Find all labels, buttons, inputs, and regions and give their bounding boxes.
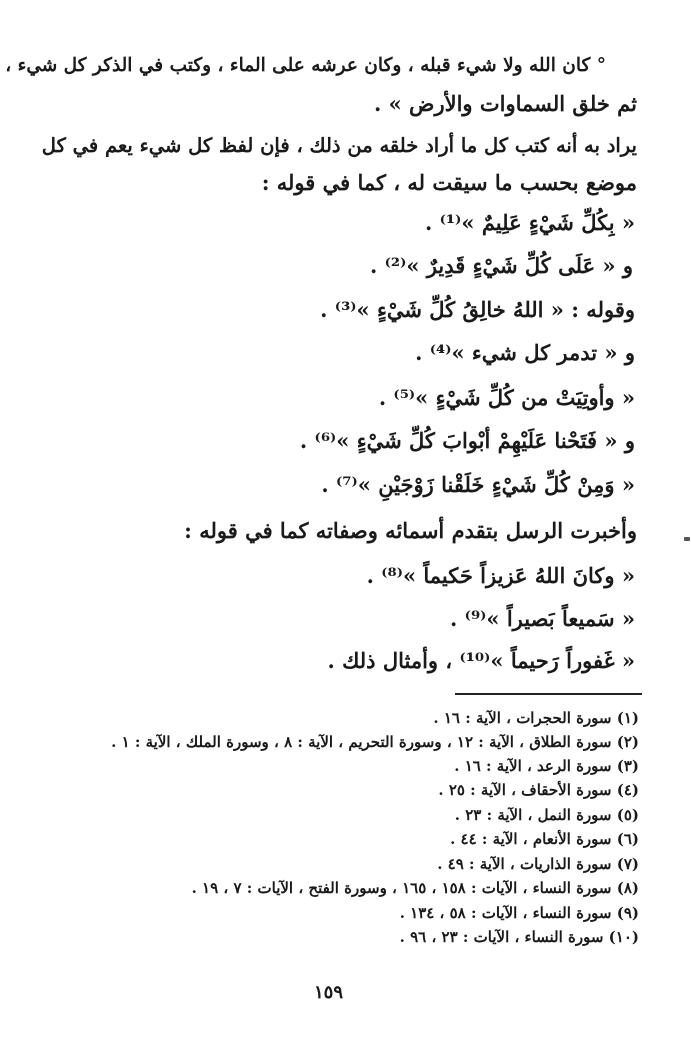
footnote: (٢) سورة الطلاق ، الآية : ١٢ ، وسورة التحريم ، الآية : ٨ ، وسورة الملك ، الآية : ١ . bbox=[111, 733, 639, 751]
quote-line: وقوله : « اللهُ خالِقُ كُلِّ شَيْءٍ »⁽³⁾ . bbox=[320, 297, 635, 322]
quote-line: « وكانَ اللهُ عَزيزاً حَكيماً »⁽⁸⁾ . bbox=[366, 563, 635, 588]
footnote: (٣) سورة الرعد ، الآية : ١٦ . bbox=[454, 757, 639, 775]
quote-line: و « فَتَحْنا عَلَيْهِمْ أبْوابَ كُلِّ شَيْءٍ »⁽⁶⁾ . bbox=[299, 428, 635, 453]
page-number bbox=[314, 982, 343, 1003]
footnote: (٦) سورة الأنعام ، الآية : ٤٤ . bbox=[450, 830, 639, 848]
footnote: (٥) سورة النمل ، الآية : ٢٣ . bbox=[454, 806, 639, 824]
body-line: موضع بحسب ما سيقت له ، كما في قوله : bbox=[261, 170, 637, 195]
footnote-separator bbox=[455, 693, 642, 695]
footnote: (٤) سورة الأحقاف ، الآية : ٢٥ . bbox=[438, 781, 639, 799]
page-number-text: ١٥٩ bbox=[314, 982, 344, 1003]
quote-line: « بِكُلِّ شَيْءٍ عَلِيمٌ »⁽¹⁾ . bbox=[425, 210, 635, 235]
body-line: ° كان الله ولا شيء قبله ، وكان عرشه على الماء ، وكتب في الذكر كل شيء ، bbox=[5, 55, 606, 76]
margin-mark bbox=[684, 537, 690, 541]
quote-line: « وأوتِيَتْ من كُلِّ شَيْءٍ »⁽⁵⁾ . bbox=[378, 385, 635, 410]
quote-line: و « تدمر كل شيء »⁽⁴⁾ . bbox=[415, 340, 635, 365]
body-line: وأخبرت الرسل بتقدم أسمائه وصفاته كما في قوله : bbox=[184, 518, 637, 543]
footnote: (٧) سورة الذاريات ، الآية : ٤٩ . bbox=[437, 855, 639, 873]
quote-line: « وَمِنْ كُلِّ شَيْءٍ خَلَقْنا زَوْجَيْنِ »⁽⁷⁾ . bbox=[321, 472, 635, 497]
quote-line: و « عَلَى كُلِّ شَيْءٍ قَدِيرٌ »⁽²⁾ . bbox=[370, 253, 633, 278]
quote-line: « سَميعاً بَصيراً »⁽⁹⁾ . bbox=[450, 606, 635, 631]
body-line: ثم خلق السماوات والأرض » . bbox=[374, 91, 637, 116]
footnote: (٨) سورة النساء ، الآيات : ١٥٨ ، ١٦٥ ، وسورة الفتح ، الآيات : ٧ ، ١٩ . bbox=[191, 879, 639, 897]
footnote: (٩) سورة النساء ، الآيات : ٥٨ ، ١٣٤ . bbox=[399, 904, 639, 922]
quote-line: « غَفوراً رَحيماً »⁽¹⁰⁾ ، وأمثال ذلك . bbox=[327, 648, 635, 673]
body-line: يراد به أنه كتب كل ما أراد خلقه من ذلك ، فإن لفظ كل شيء يعم في كل bbox=[41, 134, 637, 157]
footnote: (١٠) سورة النساء ، الآيات : ٢٣ ، ٩٦ . bbox=[399, 928, 639, 946]
footnote: (١) سورة الحجرات ، الآية : ١٦ . bbox=[433, 709, 639, 727]
